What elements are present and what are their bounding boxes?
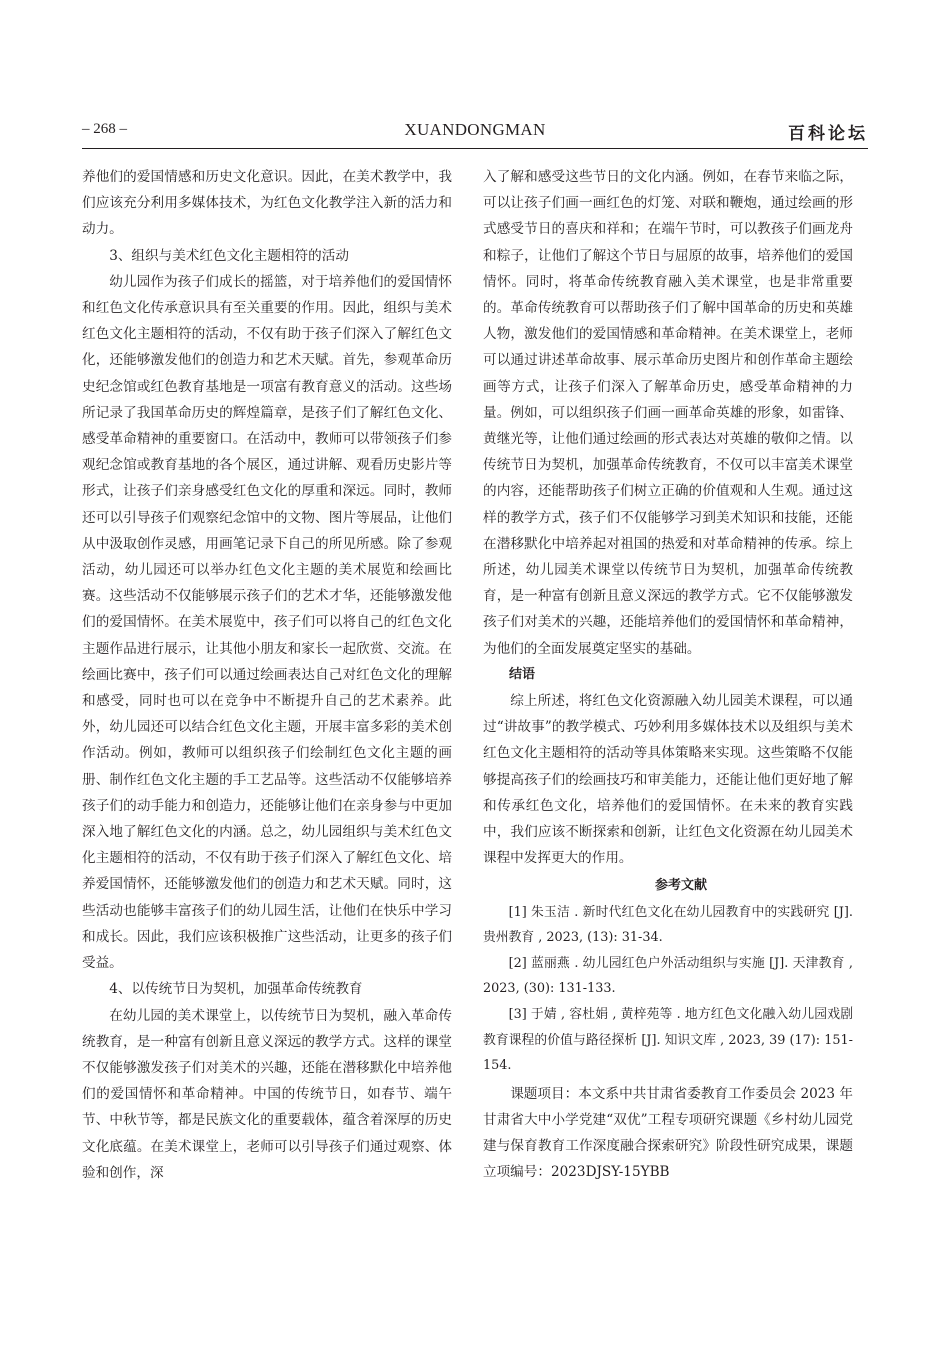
page-header — [82, 119, 868, 143]
paragraph: 入了解和感受这些节日的文化内涵。例如，在春节来临之际，可以让孩子们画一画红色的灯笼、对联和鞭炮，通过绘画的形式感受节日的喜庆和祥和；在端午节时，可以教孩子们画龙舟和粽子，让他们了解这个节日与屈原的故事，培养他们的爱国情怀。同时，将革命传统教育融入美术课堂，也是非常重要的。革命传统教育可以帮助孩子们了解中国革命的历史和英雄人物，激发他们的爱国情感和革命精神。在美术课堂上，老师可以通过讲述革命故事、展示革命历史图片和创作革命主题绘画等方式，让孩子们深入了解革命历史，感受革命精神的力量。例如，可以组织孩子们画一画革命英雄的形象，如雷锋、黄继光等，让他们通过绘画的形式表达对英雄的敬仰之情。以传统节日为契机，加强革命传统教育，不仅可以丰富美术课堂的内容，还能帮助孩子们树立正确的价值观和人生观。通过这样的教学方式，孩子们不仅能够学习到美术知识和技能，还能在潜移默化中培养起对祖国的热爱和对革命精神的传承。综上所述，幼儿园美术课堂以传统节日为契机，加强革命传统教育，是一种富有创新且意义深远的教学方式。它不仅能够激发孩子们对美术的兴趣，还能培养他们的爱国情怀和革命精神，为他们的全面发展奠定坚实的基础。 — [483, 169, 853, 657]
section-heading-4: 4、以传统节日为契机，加强革命传统教育 — [109, 981, 363, 998]
paragraph: 在幼儿园的美术课堂上，以传统节日为契机，融入革命传统教育，是一种富有创新且意义深远的教学方式。这样的课堂不仅能够激发孩子们对美术的兴趣，还能在潜移默化中培养他们的爱国情怀和革命精神。中国的传统节日，如春节、端午节、中秋节等，都是民族文化的重要载体，蕴含着深厚的历史文化底蕴。在美术课堂上，老师可以引导孩子们通过观察、体验和创作，深 — [82, 1007, 452, 1181]
reference-item: [2] 蓝丽燕 . 幼儿园红色户外活动组织与实施 [J]. 天津教育 , 2023, (30): 131-133. — [483, 955, 853, 997]
section-heading-3: 3、组织与美术红色文化主题相符的活动 — [109, 247, 349, 264]
journal-title: XUANDONGMAN — [404, 120, 546, 139]
project-note: 课题项目：本文系中共甘肃省委教育工作委员会 2023 年甘肃省大中小学党建“双优”工程专项研究课题《乡村幼儿园党建与保育教育工作深度融合探索研究》阶段性研究成果，课题立项编号：2023DJSY-15YBB — [483, 1085, 853, 1181]
reference-item: [1] 朱玉洁 . 新时代红色文化在幼儿园教育中的实践研究 [J]. 贵州教育 , 2023, (13): 31-34. — [483, 904, 853, 946]
conclusion-heading: 结语 — [509, 666, 536, 682]
right-column — [483, 164, 853, 1186]
page-number: – 268 – — [82, 121, 127, 137]
reference-item: [3] 于婧 , 容杜娟 , 黄梓苑等 . 地方红色文化融入幼儿园戏剧教育课程的价值与路径探析 [J]. 知识文库 , 2023, 39 (17): 151-154. — [483, 1007, 853, 1074]
paragraph: 幼儿园作为孩子们成长的摇篮，对于培养他们的爱国情怀和红色文化传承意识具有至关重要的作用。因此，组织与美术红色文化主题相符的活动，不仅有助于孩子们深入了解红色文化，还能够激发他们的创造力和艺术天赋。首先，参观革命历史纪念馆或红色教育基地是一项富有教育意义的活动。这些场所记录了我国革命历史的辉煌篇章，是孩子们了解红色文化、感受革命精神的重要窗口。在活动中，教师可以带领孩子们参观纪念馆或教育基地的各个展区，通过讲解、观看历史影片等形式，让孩子们亲身感受红色文化的厚重和深远。同时，教师还可以引导孩子们观察纪念馆中的文物、图片等展品，让他们从中汲取创作灵感，用画笔记录下自己的所见所感。除了参观活动，幼儿园还可以举办红色文化主题的美术展览和绘画比赛。这些活动不仅能够展示孩子们的艺术才华，还能够激发他们的爱国情怀。在美术展览中，孩子们可以将自己的红色文化主题作品进行展示，让其他小朋友和家长一起欣赏、交流。在绘画比赛中，孩子们可以通过绘画表达自己对红色文化的理解和感受，同时也可以在竞争中不断提升自己的艺术素养。此外，幼儿园还可以结合红色文化主题，开展丰富多彩的美术创作活动。例如，教师可以组织孩子们绘制红色文化主题的画册、制作红色文化主题的手工艺品等。这些活动不仅能够培养孩子们的动手能力和创造力，还能够让他们在亲身参与中更加深入地了解红色文化的内涵。总之，幼儿园组织与美术红色文化主题相符的活动，不仅有助于孩子们深入了解红色文化、培养爱国情怀，还能够激发他们的创造力和艺术天赋。同时，这些活动也能够丰富孩子们的幼儿园生活，让他们在快乐中学习和成长。因此，我们应该积极推广这些活动，让更多的孩子们受益。 — [82, 273, 452, 972]
conclusion-paragraph: 综上所述，将红色文化资源融入幼儿园美术课程，可以通过“讲故事”的教学模式、巧妙利用多媒体技术以及组织与美术红色文化主题相符的活动等具体策略来实现。这些策略不仅能够提高孩子们的绘画技巧和审美能力，还能让他们更好地了解和传承红色文化，培养他们的爱国情怀。在未来的教育实践中，我们应该不断探索和创新，让红色文化资源在幼儿园美术课程中发挥更大的作用。 — [483, 693, 853, 867]
left-column — [82, 164, 452, 1186]
section-name: 百科论坛 — [788, 124, 868, 144]
references-heading: 参考文献 — [654, 878, 707, 894]
header-rule — [82, 148, 868, 149]
paragraph: 养他们的爱国情感和历史文化意识。因此，在美术教学中，我们应该充分利用多媒体技术，为红色文化教学注入新的活力和动力。 — [82, 169, 452, 238]
